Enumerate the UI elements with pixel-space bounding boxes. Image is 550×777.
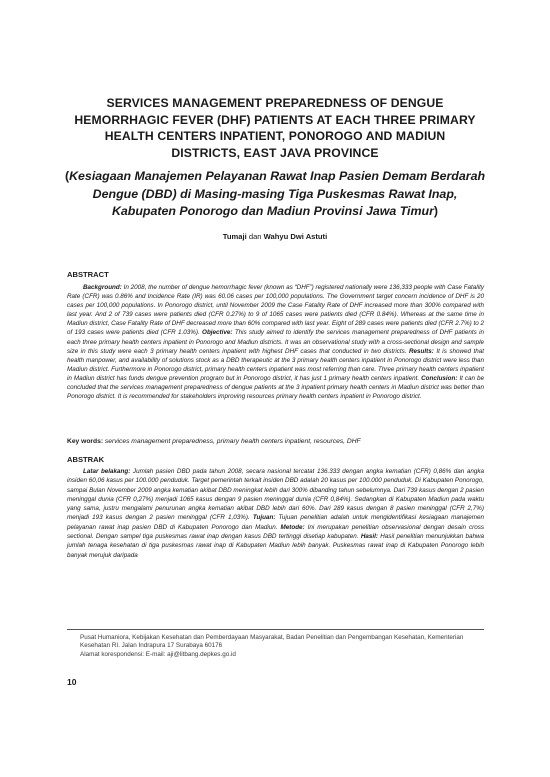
- abstrak-body: [67, 467, 484, 560]
- metode-text: Ini merupakan penelitian observasional dengan desain cross sectional. Dengan sampel tiga puskesmas rawat inap dengan kasus DBD tertinggi disetiap kabupaten.: [67, 523, 485, 541]
- tujuan-text: Tujuan penelitian adalah untuk mengidentifikasi kesiagaan manajemen pelayanan rawat inap pasien DBD di Kabupaten Ponorogo dan Madiun.: [67, 514, 484, 531]
- latar-belakang-text: Jumlah pasien DBD pada tahun 2008, secara nasional tercatat 136.333 dengan angka kematian (CFR) 0,86% dan angka insiden 60,06 kasus per 100.000 penduduk. Target pemerintah terkait insiden DBD adalah 20 kasus per 100.000 penduduk. Di Kabupaten Ponorogo, sampai Bulan November 2009 angka kematian akibat DBD meningkat lebih dari 300% dibanding tahun sebelumnya. Dari 739 kasus dengan 2 pasien meninggal dunia (CFR 0,27%) menjadi 1065 kasus dengan 9 pasien meninggal dunia (CFR 0,84%). Sedangkan di Kabupaten Madiun pada waktu yang sama, justru mengalami penurunan angka kematian akibat DBD lebih dari 60%. Dari 289 kasus dengan 8 pasien meninggal (CFR 2,7%) menjadi 193 kasus dengan 2 pasien meninggal (CFR 1,03%).: [67, 468, 485, 522]
- author-line: [60, 232, 490, 242]
- author-conjunction: dan: [248, 232, 262, 241]
- abstrak-heading: ABSTRAK: [67, 455, 105, 464]
- abstract-body: [67, 283, 484, 401]
- affiliation-footnote: [80, 634, 485, 659]
- paper-title: SERVICES MANAGEMENT PREPAREDNESS OF DENGUE HEMORRHAGIC FEVER (DHF) PATIENTS AT EACH THREE PRIMARY HEALTH CENTERS INPATIENT, PONOROGO AND MADIUN DISTRICTS, EAST JAVA PROVINCE: [74, 96, 476, 160]
- footnote-divider: [67, 629, 484, 630]
- subtitle-text: Kesiagaan Manajemen Pelayanan Rawat Inap Pasien Demam Berdarah Dengue (DBD) di Masing-masing Tiga Puskesmas Rawat Inap, Kabupaten Ponorogo dan Madiun Provinsi Jawa Timur: [69, 169, 486, 218]
- page-number: 10: [67, 677, 77, 687]
- hasil-text: Hasil penelitian menunjukkan bahwa jumlah tenaga kesehatan di tiga puskesmas rawat inap di Kabupaten Madiun lebih banyak. Puskesmas rawat inap di Kabupaten Ponorogo lebih banyak merujuk daripada: [67, 533, 485, 559]
- background-label: Background:: [83, 284, 122, 291]
- objective-text: This study aimed to identify the services management preparedness of DHF patients in each three primary health centers inpatient in Ponorogo and Madiun districts. It was an observational study with a cross-sectional design and sample size in this study were each 3 primary health centers inpatient with highest DHF cases that conducted in two districts.: [67, 329, 484, 355]
- results-label: Results:: [409, 347, 434, 355]
- hasil-label: Hasil:: [360, 533, 378, 541]
- paper-subtitle-indonesian: (Kesiagaan Manajemen Pelayanan Rawat Inap Pasien Demam Berdarah Dengue (DBD) di Masing-masing Tiga Puskesmas Rawat Inap, Kabupaten Ponorogo dan Madiun Provinsi Jawa Timur): [64, 169, 486, 218]
- keywords-label: Key words:: [67, 438, 104, 445]
- keywords-text: services management preparedness, primary health centers inpatient, resources, DHF: [104, 438, 361, 445]
- conclusion-label: Conclusion:: [421, 374, 458, 382]
- results-text: It is showed that health manpower, and availability of solutions stock as a DBD therapeutic at the 3 primary health centers inpatient in Ponorogo district were less than Madiun district. Furthermore in Ponorogo district, primary health centers inpatient was most referring than care. Three primary health centers inpatient in Madiun district has funds dengue prevention program but in Ponorogo district, it has just 1 primary health centers inpatient.: [67, 347, 485, 382]
- objective-label: Objective:: [202, 329, 233, 337]
- correspondence-text: Alamat korespondensi: E-mail: aji@litbang.depkes.go.id: [80, 650, 236, 658]
- author-1: Tumaji: [222, 232, 247, 241]
- background-text: In 2008, the number of dengue hemorrhagic fever (known as “DHF”) registered nationally were 136,333 people with Case Fatality Rate (CFR) was 0.86% and Incidence Rate (IR) was 60.06 cases per 100,000 populations. The Government target concern incidence of DHF is 20 cases per 100,000 populations. In Ponorogo district, until November 2009 the Case Fatality Rate of DHF increased more than 300% compared with last year. And 2 of 739 cases were patients died (CFR 0.27%) to 9 of 1065 cases were patients died (CFR 0.84%). Whereas at the same time in Madiun district, Case Fatality Rate of DHF decreased more than 60% compared with last year. Eight of 289 cases were patients died (CFR 2.7%) to 2 of 193 cases were patients died (CFR 1.03%).: [67, 284, 484, 337]
- abstract-heading: ABSTRACT: [67, 270, 109, 279]
- conclusion-text: It can be concluded that the services management preparedness of dengue patients at the 3 inpatient primary health centers in Madiun district was better than Ponorogo district. It is recommended for stakeholders improving resources primary health centers inpatient in Ponorogo district.: [67, 374, 484, 401]
- latar-belakang-label: Latar belakang:: [83, 468, 131, 475]
- keywords-line: [67, 437, 484, 446]
- author-2: Wahyu Dwi Astuti: [263, 232, 328, 241]
- tujuan-label: Tujuan:: [252, 514, 276, 522]
- metode-label: Metode:: [280, 523, 305, 531]
- affiliation-text: Pusat Humaniora, Kebijakan Kesehatan dan Pemberdayaan Masyarakat, Badan Penelitian dan Pengembangan Kesehatan, Kementerian Kesehatan RI. Jalan Indrapura 17 Surabaya 60176: [80, 634, 464, 650]
